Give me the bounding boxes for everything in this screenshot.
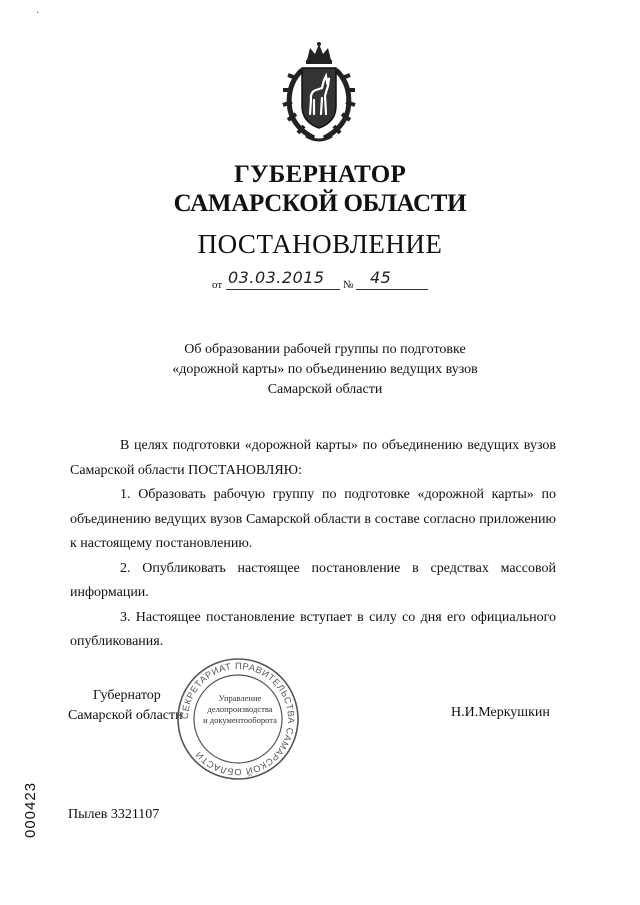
subject-line: Самарской области xyxy=(267,382,383,397)
number-underline xyxy=(356,289,428,290)
number-value: 45 xyxy=(370,268,392,287)
archive-number: 000423 xyxy=(22,781,39,838)
body-paragraph: 2. Опубликовать настоящее постановление в средствах массовой информации. xyxy=(70,560,556,600)
body-paragraph: 3. Настоящее постановление вступает в силу со дня его официального опубликования. xyxy=(70,609,556,649)
subject-line: Об образовании рабочей группы по подготовке xyxy=(184,342,466,357)
document-type: ПОСТАНОВЛЕНИЕ xyxy=(197,229,443,259)
body-paragraph: В целях подготовки «дорожной карты» по объединению ведущих вузов Самарской области ПОСТАНОВЛЯЮ: xyxy=(70,438,556,478)
document-body xyxy=(70,434,556,655)
signatory-position xyxy=(68,686,183,726)
coat-of-arms-icon xyxy=(276,40,362,146)
header-title-line2: САМАРСКОЙ ОБЛАСТИ xyxy=(173,190,467,217)
seal-ring-text: СЕКРЕТАРИАТ ПРАВИТЕЛЬСТВА САМАРСКОЙ ОБЛАСТИ xyxy=(179,660,297,778)
number-prefix: № xyxy=(343,279,354,291)
date-underline xyxy=(226,289,340,290)
signatory-position-line2: Самарской области xyxy=(68,708,183,723)
executor-info: Пылев 3321107 xyxy=(68,807,160,822)
date-number-row xyxy=(212,268,432,294)
seal-center-line: делопроизводства xyxy=(207,704,273,714)
date-prefix: от xyxy=(212,279,223,291)
corner-mark: · xyxy=(36,8,40,19)
date-value: 03.03.2015 xyxy=(228,268,325,287)
signatory-name: Н.И.Меркушкин xyxy=(451,705,550,720)
document-subject xyxy=(150,340,500,400)
seal-center-text xyxy=(203,693,277,726)
body-paragraph: 1. Образовать рабочую группу по подготовке «дорожной карты» по объединению ведущих вузов Самарской области в составе согласно приложению к настоящему постановлению. xyxy=(70,487,556,551)
seal-center-line: Управление xyxy=(218,693,262,703)
signatory-position-line1: Губернатор xyxy=(93,688,161,703)
subject-line: «дорожной карты» по объединению ведущих вузов xyxy=(172,362,478,377)
seal-center-line: и документооборота xyxy=(203,715,277,725)
header-title-line1: ГУБЕРНАТОР xyxy=(233,161,407,188)
